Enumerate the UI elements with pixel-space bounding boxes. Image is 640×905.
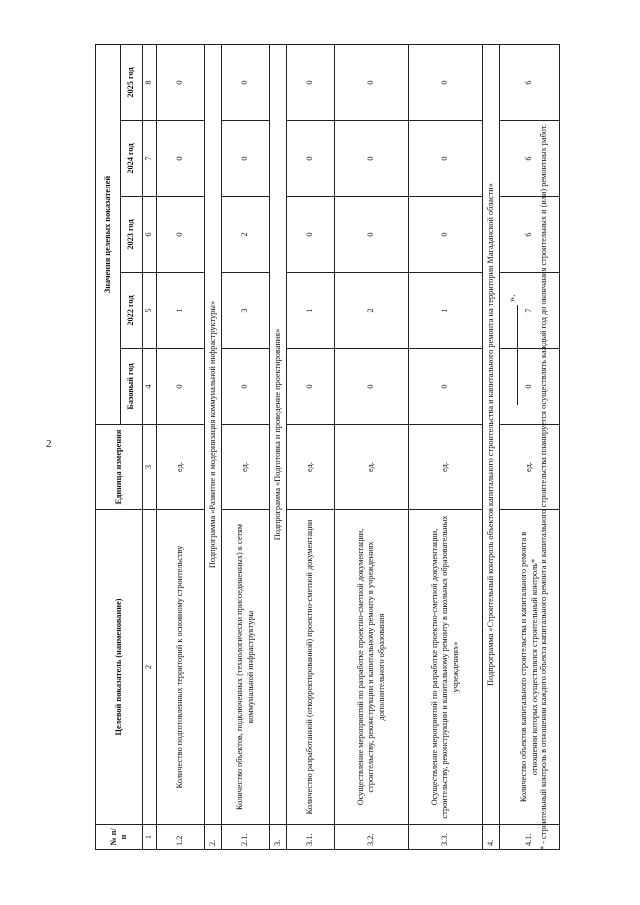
table-row xyxy=(409,44,483,849)
row-value-2025: 0 xyxy=(222,44,270,120)
row-num: 2.1. xyxy=(222,825,270,850)
row-value-base: 0 xyxy=(409,349,483,425)
header-2024: 2024 год xyxy=(121,121,143,197)
row-value-2022: 3 xyxy=(222,273,270,349)
row-value-2025: 0 xyxy=(157,44,205,120)
header-base-year: Базовый год xyxy=(121,349,143,425)
row-value-2024: 6 xyxy=(500,121,560,197)
row-unit: ед. xyxy=(287,425,335,510)
row-value-2022: 7 xyxy=(500,273,560,349)
row-value-2024: 0 xyxy=(335,121,409,197)
row-num: 1.2 xyxy=(157,825,205,850)
table-row xyxy=(500,44,560,849)
subprogram-title: Подпрограмма «Строительный контроль объектов капитального строительства и капитального ремонта на территории Магаданской области» xyxy=(483,44,500,824)
subprogram-title: Подпрограмма «Подготовка и проведение проектирования» xyxy=(270,44,287,824)
subprogram-row xyxy=(270,44,287,849)
table-row xyxy=(287,44,335,849)
row-value-2025: 0 xyxy=(335,44,409,120)
row-value-2022: 1 xyxy=(287,273,335,349)
row-unit: ед. xyxy=(409,425,483,510)
header-2025: 2025 год xyxy=(121,44,143,120)
row-unit: ед. xyxy=(157,425,205,510)
header-unit: Единица измерения xyxy=(96,425,143,510)
col-number: 2 xyxy=(143,510,157,825)
row-value-2025: 0 xyxy=(287,44,335,120)
row-value-base: 0 xyxy=(287,349,335,425)
col-number: 7 xyxy=(143,121,157,197)
subprogram-num: 4. xyxy=(483,825,500,850)
row-indicator-name: Количество объектов, подключенных (технологически присоединенных) к сетям коммунальной инфраструктуры xyxy=(222,510,270,825)
row-value-2025: 0 xyxy=(409,44,483,120)
row-value-base: 0 xyxy=(500,349,560,425)
table-row xyxy=(222,44,270,849)
header-2022: 2022 год xyxy=(121,273,143,349)
row-value-base: 0 xyxy=(157,349,205,425)
subprogram-num: 3. xyxy=(270,825,287,850)
closing-mark xyxy=(507,295,518,406)
table-row xyxy=(157,44,205,849)
row-unit: ед. xyxy=(335,425,409,510)
col-number: 4 xyxy=(143,349,157,425)
row-value-base: 0 xyxy=(222,349,270,425)
row-indicator-name: Количество подготовленных территорий к основному строительству xyxy=(157,510,205,825)
row-indicator-name: Осуществление мероприятий по разработке проектно-сметной документации, строительству, реконструкции и капитальному ремонту в школьных образовательных учреждениях» xyxy=(409,510,483,825)
rotated-page-content xyxy=(95,45,548,850)
row-indicator-name: Количество разработанной (откорректированной) проектно-сметной документации xyxy=(287,510,335,825)
row-value-2024: 0 xyxy=(287,121,335,197)
row-value-2023: 2 xyxy=(222,197,270,273)
footnote: * - строительный контроль в отношении каждого объекта капитального ремонта и капитального строительства планируется осуществлять каждый год до окончания строительных и (или) ремонтных работ. xyxy=(539,124,548,850)
row-unit: ед. xyxy=(222,425,270,510)
subprogram-row xyxy=(205,44,222,849)
row-value-2022: 1 xyxy=(409,273,483,349)
row-num: 3.1. xyxy=(287,825,335,850)
closing-quote: ». xyxy=(507,294,518,302)
row-value-2023: 6 xyxy=(500,197,560,273)
target-indicators-table xyxy=(95,44,560,850)
table-row xyxy=(335,44,409,849)
subprogram-row xyxy=(483,44,500,849)
col-number: 6 xyxy=(143,197,157,273)
subprogram-num: 2. xyxy=(205,825,222,850)
header-indicator: Целевой показатель (наименование) xyxy=(96,510,143,825)
col-number: 3 xyxy=(143,425,157,510)
row-value-2024: 0 xyxy=(409,121,483,197)
row-value-2022: 2 xyxy=(335,273,409,349)
subprogram-title: Подпрограмма «Развитие и модернизация коммунальной инфраструктуры» xyxy=(205,44,222,824)
row-indicator-name: Осуществление мероприятий по разработке проектно-сметной документации, строительству, реконструкции и капитальному ремонту в учреждениях дополнительного образования xyxy=(335,510,409,825)
row-value-2023: 0 xyxy=(287,197,335,273)
row-value-2023: 0 xyxy=(157,197,205,273)
row-indicator-name: Количество объектов капитального строительства и капитального ремонта в отношении которых осуществлялся строительный контроль* xyxy=(500,510,560,825)
header-2023: 2023 год xyxy=(121,197,143,273)
col-number: 8 xyxy=(143,44,157,120)
row-value-2023: 0 xyxy=(335,197,409,273)
row-num: 3.3. xyxy=(409,825,483,850)
row-value-base: 0 xyxy=(335,349,409,425)
row-unit: ед. xyxy=(500,425,560,510)
row-value-2023: 0 xyxy=(409,197,483,273)
row-value-2025: 6 xyxy=(500,44,560,120)
header-values-group: Значения целевых показателей xyxy=(96,44,121,424)
row-value-2024: 0 xyxy=(222,121,270,197)
row-num: 3.2. xyxy=(335,825,409,850)
header-num: № п/п xyxy=(96,825,143,850)
col-number: 5 xyxy=(143,273,157,349)
row-value-2022: 1 xyxy=(157,273,205,349)
col-number: 1 xyxy=(143,825,157,850)
row-value-2024: 0 xyxy=(157,121,205,197)
page-number: 2 xyxy=(46,438,52,450)
row-num: 4.1. xyxy=(500,825,560,850)
